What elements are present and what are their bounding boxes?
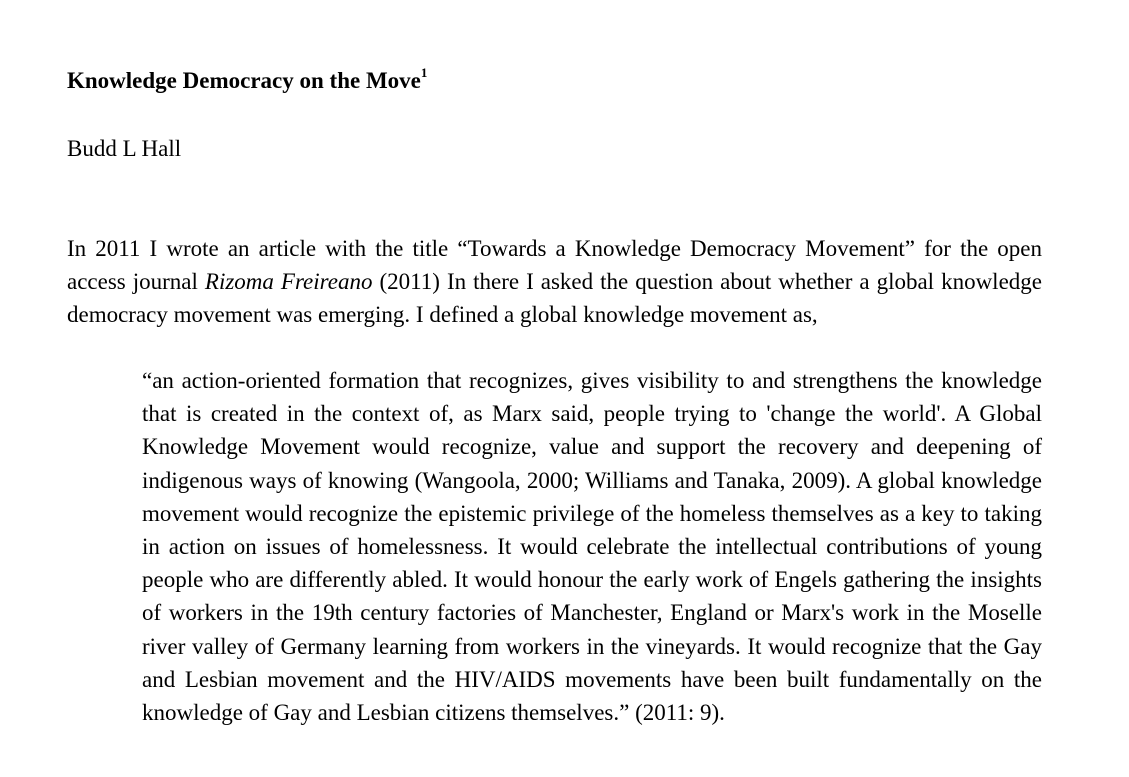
document-title <box>67 66 427 96</box>
block-quote: “an action-oriented formation that recognizes, gives visibility to and strengthens the knowledge that is created in the context of, as Marx said, people trying to 'change the world'. A Global Knowledge Movement would recognize, value and support the recovery and deepening of indigenous ways of knowing (Wangoola, 2000; Williams and Tanaka, 2009). A global knowledge movement would recognize the epistemic privilege of the homeless themselves as a key to taking in action on issues of homelessness. It would celebrate the intellectual contributions of young people who are differently abled. It would honour the early work of Engels gathering the insights of workers in the 19th century factories of Manchester, England or Marx's work in the Moselle river valley of Germany learning from workers in the vineyards. It would recognize that the Gay and Lesbian movement and the HIV/AIDS movements have been built fundamentally on the knowledge of Gay and Lesbian citizens themselves.” (2011: 9). <box>142 368 1042 726</box>
intro-text-part1: In 2011 I wrote an article with the title “Towards a Knowledge Democracy Movement” for the open access journal <box>67 236 1042 295</box>
intro-text-part2: (2011) In there I asked the question about whether a global knowledge democracy movement was emerging. I defined a global knowledge movement as, <box>67 269 1042 328</box>
footnote-marker[interactable]: 1 <box>420 65 428 81</box>
journal-title: Rizoma Freireano <box>204 269 373 295</box>
intro-paragraph <box>67 232 1042 332</box>
author-name: Budd L Hall <box>67 136 182 161</box>
document-title-text: Knowledge Democracy on the Move <box>67 68 421 93</box>
